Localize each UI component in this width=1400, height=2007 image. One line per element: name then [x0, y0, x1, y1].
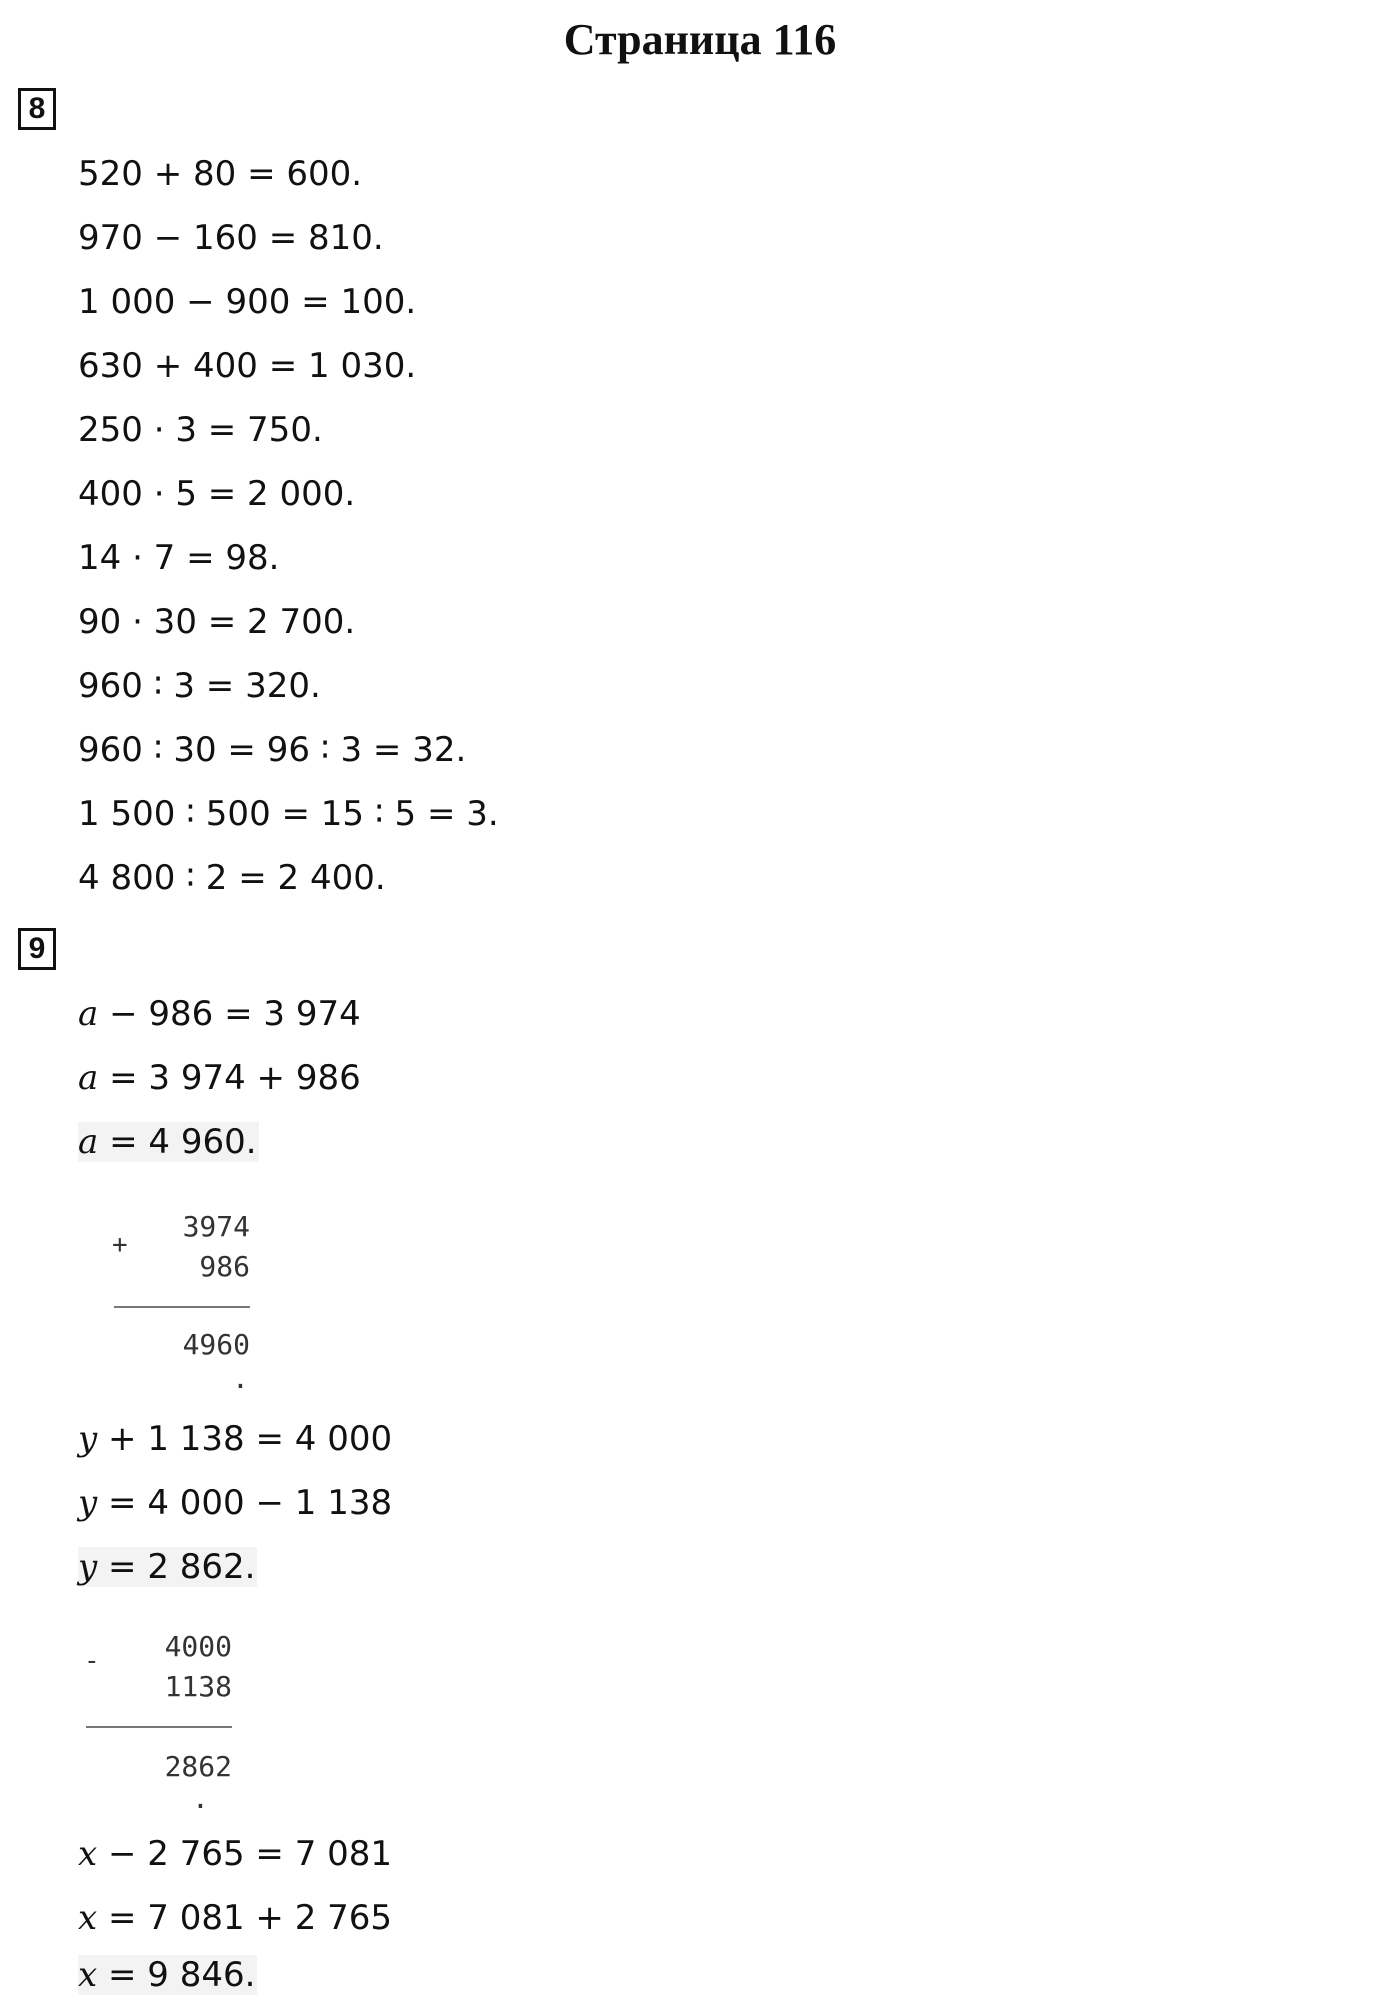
column-subtraction-line [86, 1726, 232, 1728]
equation-y-line-1-text: + 1 138 = 4 000 [97, 1419, 393, 1459]
column-addition-line [114, 1306, 250, 1308]
column-subtraction [84, 1630, 232, 1810]
task-8-line-2: 970 − 160 = 810. [78, 218, 384, 258]
plus-sign: + [112, 1230, 128, 1260]
variable-y: y [78, 1419, 98, 1459]
equation-x-answer-text: = 9 846. [97, 1955, 256, 1995]
task-8-line-10: 960 ∶ 30 = 96 ∶ 3 = 32. [78, 730, 467, 770]
equation-x-line-1-text: − 2 765 = 7 081 [97, 1834, 393, 1874]
task-8-line-3: 1 000 − 900 = 100. [78, 282, 417, 322]
column-subtraction-result: 2862 [164, 1750, 232, 1783]
column-subtraction-top: 4000 [164, 1630, 232, 1663]
column-addition-result: 4960 [182, 1328, 250, 1361]
variable-x: x [78, 1955, 98, 1995]
equation-x-line-2 [78, 1895, 392, 1941]
variable-a: a [78, 1122, 99, 1162]
page-title: Страница 116 [563, 15, 837, 64]
variable-y: y [78, 1547, 98, 1587]
task-8-number-box: 8 [18, 88, 56, 130]
task-8-line-4: 630 + 400 = 1 030. [78, 346, 417, 386]
task-8-line-11: 1 500 ∶ 500 = 15 ∶ 5 = 3. [78, 794, 499, 834]
equation-x-answer [78, 1952, 257, 1998]
variable-a: a [78, 994, 99, 1034]
column-subtraction-dot: . [192, 1782, 209, 1815]
minus-sign: - [84, 1646, 100, 1676]
task-8-line-5: 250 · 3 = 750. [78, 410, 323, 450]
equation-y-answer [78, 1544, 257, 1590]
equation-y-line-2-text: = 4 000 − 1 138 [97, 1483, 393, 1523]
column-addition-top: 3974 [182, 1210, 250, 1243]
equation-x-line-2-text: = 7 081 + 2 765 [97, 1898, 393, 1938]
column-addition-dot: . [232, 1362, 249, 1395]
equation-x-line-1 [78, 1831, 392, 1877]
variable-x: x [78, 1834, 98, 1874]
equation-a-line-1 [78, 991, 361, 1037]
equation-a-line-2-text: = 3 974 + 986 [98, 1058, 361, 1098]
task-8-line-1: 520 + 80 = 600. [78, 154, 363, 194]
equation-y-answer-text: = 2 862. [97, 1547, 256, 1587]
equation-a-answer [78, 1119, 259, 1165]
task-8-line-12: 4 800 ∶ 2 = 2 400. [78, 858, 386, 898]
column-addition [110, 1210, 250, 1390]
variable-y: y [78, 1483, 98, 1523]
column-addition-bottom: 986 [199, 1250, 250, 1283]
equation-y-line-2 [78, 1480, 392, 1526]
task-8-line-9: 960 ∶ 3 = 320. [78, 666, 321, 706]
variable-x: x [78, 1898, 98, 1938]
task-8-line-8: 90 · 30 = 2 700. [78, 602, 356, 642]
equation-a-line-2 [78, 1055, 361, 1101]
equation-a-answer-text: = 4 960. [98, 1122, 257, 1162]
task-9-number-box: 9 [18, 928, 56, 970]
equation-y-line-1 [78, 1416, 392, 1462]
equation-a-line-1-text: − 986 = 3 974 [98, 994, 361, 1034]
task-8-line-6: 400 · 5 = 2 000. [78, 474, 356, 514]
task-8-line-7: 14 · 7 = 98. [78, 538, 280, 578]
variable-a: a [78, 1058, 99, 1098]
column-subtraction-bottom: 1138 [164, 1670, 232, 1703]
